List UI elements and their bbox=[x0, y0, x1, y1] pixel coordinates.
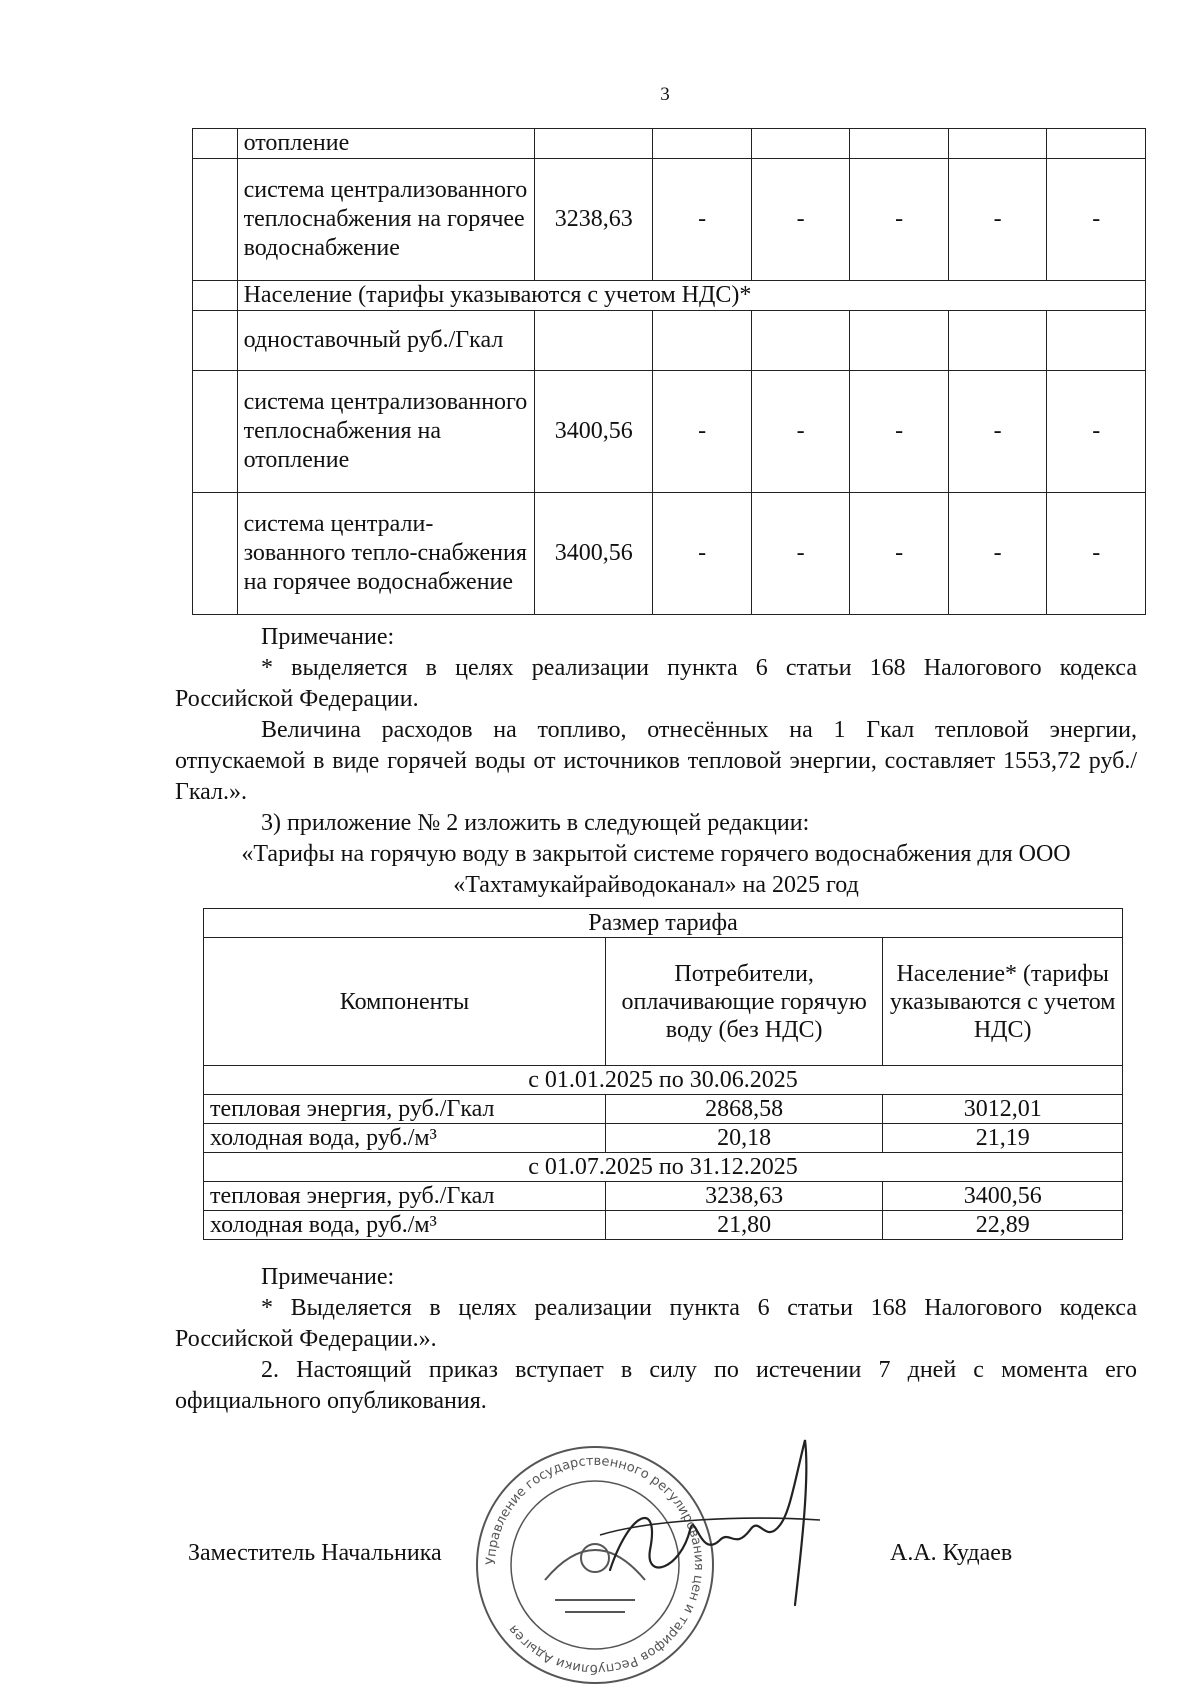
row-label: одноставочный руб./Гкал bbox=[237, 311, 535, 371]
appendix-title: «Тарифы на горячую воду в закрытой системе горячего водоснабжения для ООО «Тахтамукайрайводоканал» на 2025 год bbox=[241, 841, 1071, 898]
table-row bbox=[204, 1124, 1123, 1153]
consumers-value: 2868,58 bbox=[605, 1095, 883, 1124]
table-header-row bbox=[204, 938, 1123, 1066]
signatory-title: Заместитель Начальника bbox=[188, 1540, 442, 1566]
row-value: 3238,63 bbox=[535, 159, 653, 281]
component-label: холодная вода, руб./м³ bbox=[204, 1211, 606, 1240]
period-row bbox=[204, 1066, 1123, 1095]
note-footnote: * выделяется в целях реализации пункта 6 статьи 168 Налогового кодекса Российской Федерации. bbox=[175, 655, 1137, 712]
note-heading: Примечание: bbox=[261, 624, 395, 650]
population-value: 21,19 bbox=[883, 1124, 1123, 1153]
svg-text:Управление государственного ре: Управление государственного регулирования цен и тарифов Республики Адыгея bbox=[483, 1453, 707, 1677]
signatory-name: А.А. Кудаев bbox=[890, 1540, 1013, 1566]
consumers-value: 21,80 bbox=[605, 1211, 883, 1240]
header-consumers: Потребители, оплачивающие горячую воду (без НДС) bbox=[605, 938, 883, 1066]
component-label: тепловая энергия, руб./Гкал bbox=[204, 1182, 606, 1211]
handwritten-signature-icon bbox=[590, 1420, 850, 1620]
population-value: 3400,56 bbox=[883, 1182, 1123, 1211]
table-header-row bbox=[204, 909, 1123, 938]
page-number: 3 bbox=[660, 84, 670, 105]
component-label: холодная вода, руб./м³ bbox=[204, 1124, 606, 1153]
row-label: система централизованного теплоснабжения на горячее водоснабжение bbox=[237, 159, 535, 281]
consumers-value: 20,18 bbox=[605, 1124, 883, 1153]
header-size: Размер тарифа bbox=[204, 909, 1123, 938]
table-row: система централизованного теплоснабжения на горячее водоснабжение 3238,63 - - - - - bbox=[193, 159, 1146, 281]
period-label: с 01.07.2025 по 31.12.2025 bbox=[204, 1153, 1123, 1182]
table-row bbox=[204, 1211, 1123, 1240]
table-row bbox=[204, 1095, 1123, 1124]
row-value: 3400,56 bbox=[535, 371, 653, 493]
header-components: Компоненты bbox=[204, 938, 606, 1066]
period-row bbox=[204, 1153, 1123, 1182]
notes-block-1 bbox=[175, 622, 1137, 901]
period-label: с 01.01.2025 по 30.06.2025 bbox=[204, 1066, 1123, 1095]
note-footnote: * Выделяется в целях реализации пункта 6 статьи 168 Налогового кодекса Российской Федерации.». bbox=[175, 1295, 1137, 1352]
population-value: 3012,01 bbox=[883, 1095, 1123, 1124]
table-row bbox=[193, 129, 1146, 159]
tariff-table-continued bbox=[192, 128, 1146, 615]
row-label: отопление bbox=[237, 129, 535, 159]
item-2-paragraph: 2. Настоящий приказ вступает в силу по истечении 7 дней с момента его официального опубликования. bbox=[175, 1357, 1137, 1414]
notes-block-2 bbox=[175, 1262, 1137, 1417]
row-value: 3400,56 bbox=[535, 493, 653, 615]
table-section-row bbox=[193, 281, 1146, 311]
header-population: Население* (тарифы указываются с учетом НДС) bbox=[883, 938, 1123, 1066]
fuel-cost-paragraph: Величина расходов на топливо, отнесённых на 1 Гкал тепловой энергии, отпускаемой в виде горячей воды от источников тепловой энергии, составляет 1553,72 руб./Гкал.». bbox=[175, 717, 1137, 805]
table-row bbox=[204, 1182, 1123, 1211]
consumers-value: 3238,63 bbox=[605, 1182, 883, 1211]
row-label: система централизованного теплоснабжения на отопление bbox=[237, 371, 535, 493]
component-label: тепловая энергия, руб./Гкал bbox=[204, 1095, 606, 1124]
table-row bbox=[193, 311, 1146, 371]
table-row: система централизованного теплоснабжения на отопление 3400,56 - - - - - bbox=[193, 371, 1146, 493]
hot-water-tariff-table bbox=[203, 908, 1123, 1240]
table-row: система централи-зованного тепло-снабжения на горячее водоснабжение 3400,56 - - - - - bbox=[193, 493, 1146, 615]
item-3-paragraph: 3) приложение № 2 изложить в следующей редакции: bbox=[261, 810, 810, 836]
row-label: система централи-зованного тепло-снабжения на горячее водоснабжение bbox=[237, 493, 535, 615]
population-value: 22,89 bbox=[883, 1211, 1123, 1240]
section-label: Население (тарифы указываются с учетом НДС)* bbox=[237, 281, 1145, 311]
note-heading: Примечание: bbox=[261, 1264, 395, 1290]
